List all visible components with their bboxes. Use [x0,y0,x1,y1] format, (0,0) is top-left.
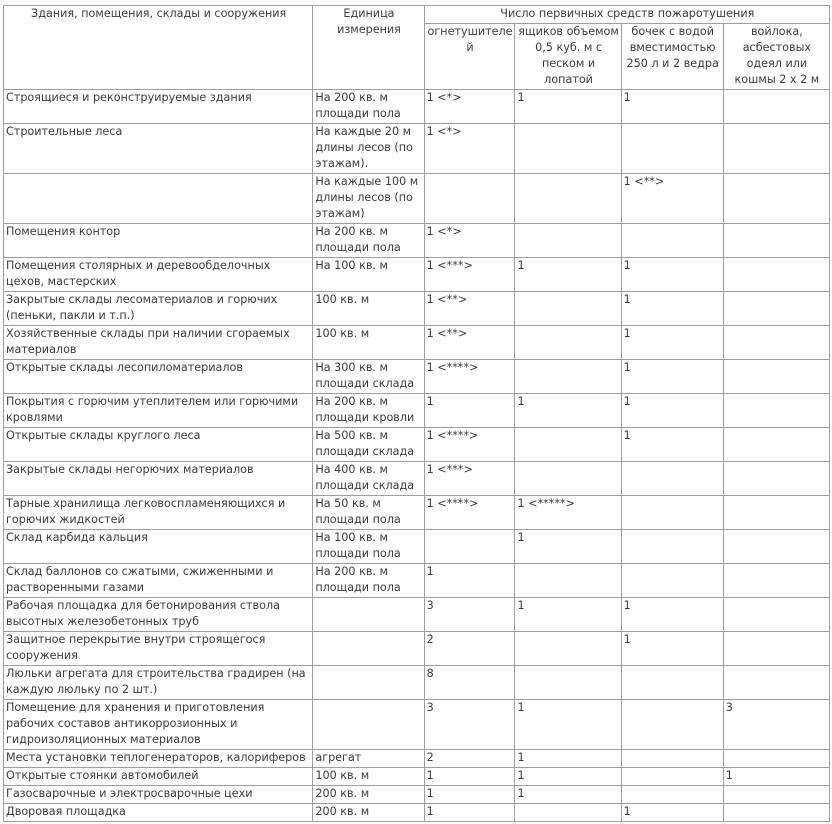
table-row [4,598,830,632]
cell-extinguishers: 1 [424,786,515,804]
cell-barrels [621,564,723,598]
cell-barrels [621,462,723,496]
table-row [4,786,830,804]
cell-unit: 100 кв. м [313,326,424,360]
cell-extinguishers: 1 <****> [424,360,515,394]
cell-unit: На 100 кв. м [313,258,424,292]
cell-building: Открытые склады круглого леса [4,428,313,462]
cell-unit [313,632,424,666]
cell-felt [723,428,829,462]
cell-building: Склад баллонов со сжатыми, сжиженными и растворенными газами [4,564,313,598]
cell-barrels: 1 <**> [621,174,723,224]
table-row [4,700,830,750]
cell-felt [723,124,829,174]
cell-boxes [515,124,621,174]
cell-building: Открытые стоянки автомобилей [4,768,313,786]
cell-barrels [621,750,723,768]
cell-extinguishers: 1 [424,804,515,822]
cell-unit: На 400 кв. м площади склада [313,462,424,496]
header-unit: Единица измерения [313,6,424,90]
cell-boxes: 1 [515,768,621,786]
cell-boxes: 1 <*****> [515,496,621,530]
cell-boxes [515,564,621,598]
cell-boxes [515,632,621,666]
table-row [4,258,830,292]
cell-felt [723,530,829,564]
cell-extinguishers: 1 <*> [424,124,515,174]
cell-barrels [621,786,723,804]
cell-building: Места установки теплогенераторов, калориферов [4,750,313,768]
cell-extinguishers: 1 <*> [424,224,515,258]
cell-building: Строящиеся и реконструируемые здания [4,90,313,124]
header-extinguishers: огнетушителей [424,24,515,90]
cell-unit: На 200 кв. м площади пола [313,564,424,598]
cell-boxes [515,326,621,360]
cell-felt [723,462,829,496]
table-row [4,750,830,768]
cell-boxes: 1 [515,750,621,768]
cell-barrels: 1 [621,804,723,822]
cell-building: Хозяйственные склады при наличии сгораемых материалов [4,326,313,360]
cell-extinguishers: 1 <***> [424,258,515,292]
table-row [4,394,830,428]
cell-unit: На 100 кв. м площади пола [313,530,424,564]
cell-building: Склад карбида кальция [4,530,313,564]
cell-building: Открытые склады лесопиломатериалов [4,360,313,394]
cell-barrels [621,224,723,258]
cell-extinguishers: 1 <****> [424,428,515,462]
cell-extinguishers: 2 [424,750,515,768]
cell-unit: На 200 кв. м площади пола [313,90,424,124]
cell-unit: На 200 кв. м площади кровли [313,394,424,428]
cell-barrels: 1 [621,632,723,666]
cell-unit: 100 кв. м [313,768,424,786]
header-boxes: ящиков объемом 0,5 куб. м с песком и лопатой [515,24,621,90]
cell-unit [313,598,424,632]
cell-unit: 100 кв. м [313,292,424,326]
header-felt: войлока, асбестовых одеял или кошмы 2 х 2 м [723,24,829,90]
header-row-top [4,6,830,24]
cell-boxes [515,292,621,326]
cell-building: Тарные хранилища легковоспламеняющихся и горючих жидкостей [4,496,313,530]
cell-barrels [621,768,723,786]
table-row [4,530,830,564]
cell-extinguishers: 3 [424,700,515,750]
cell-boxes: 1 [515,598,621,632]
cell-barrels: 1 [621,598,723,632]
cell-felt [723,174,829,224]
cell-barrels: 1 [621,90,723,124]
cell-barrels: 1 [621,428,723,462]
cell-felt [723,632,829,666]
cell-unit: агрегат [313,750,424,768]
cell-barrels: 1 [621,360,723,394]
cell-boxes: 1 [515,700,621,750]
cell-building: Строительные леса [4,124,313,174]
table-body [4,90,830,822]
cell-unit: На 300 кв. м площади склада [313,360,424,394]
cell-boxes [515,462,621,496]
cell-felt [723,564,829,598]
cell-unit: На 50 кв. м площади пола [313,496,424,530]
cell-felt [723,360,829,394]
table-row [4,360,830,394]
cell-extinguishers: 1 <***> [424,462,515,496]
cell-barrels: 1 [621,258,723,292]
table-row [4,90,830,124]
cell-unit: 200 кв. м [313,804,424,822]
cell-building: Люльки агрегата для строительства градирен (на каждую люльку по 2 шт.) [4,666,313,700]
cell-felt [723,326,829,360]
cell-building: Защитное перекрытие внутри строящегося сооружения [4,632,313,666]
cell-boxes [515,428,621,462]
header-barrels: бочек с водой вместимостью 250 л и 2 ведра [621,24,723,90]
header-group: Число первичных средств пожаротушения [424,6,829,24]
table-row [4,292,830,326]
cell-felt [723,224,829,258]
cell-boxes: 1 [515,394,621,428]
table-row [4,326,830,360]
cell-extinguishers: 2 [424,632,515,666]
cell-building: Помещение для хранения и приготовления рабочих составов антикоррозионных и гидроизоляционных материалов [4,700,313,750]
cell-boxes [515,224,621,258]
cell-building: Закрытые склады негорючих материалов [4,462,313,496]
cell-felt [723,394,829,428]
cell-extinguishers: 1 <**> [424,326,515,360]
cell-unit: На 500 кв. м площади склада [313,428,424,462]
cell-felt [723,496,829,530]
table-row [4,496,830,530]
table-row [4,124,830,174]
cell-building: Помещения контор [4,224,313,258]
cell-barrels [621,666,723,700]
cell-unit [313,666,424,700]
cell-felt [723,90,829,124]
cell-building: Дворовая площадка [4,804,313,822]
table-row [4,462,830,496]
cell-boxes: 1 [515,258,621,292]
cell-felt: 3 [723,700,829,750]
cell-felt: 1 [723,768,829,786]
cell-extinguishers: 1 <****> [424,496,515,530]
cell-building [4,174,313,224]
cell-barrels [621,700,723,750]
cell-building: Рабочая площадка для бетонирования ствола высотных железобетонных труб [4,598,313,632]
cell-boxes: 1 [515,530,621,564]
cell-unit: 200 кв. м [313,786,424,804]
cell-felt [723,598,829,632]
table-row [4,224,830,258]
cell-barrels [621,124,723,174]
cell-boxes [515,666,621,700]
cell-felt [723,258,829,292]
cell-felt [723,666,829,700]
cell-barrels: 1 [621,326,723,360]
cell-unit: На каждые 100 м длины лесов (по этажам) [313,174,424,224]
cell-boxes [515,804,621,822]
cell-felt [723,292,829,326]
cell-building: Покрытия с горючим утеплителем или горючими кровлями [4,394,313,428]
cell-extinguishers: 3 [424,598,515,632]
table-header [4,6,830,90]
table-row [4,174,830,224]
cell-building: Газосварочные и электросварочные цехи [4,786,313,804]
cell-barrels [621,496,723,530]
cell-unit: На 200 кв. м площади пола [313,224,424,258]
cell-barrels [621,530,723,564]
cell-extinguishers [424,174,515,224]
cell-extinguishers: 1 <**> [424,292,515,326]
table-row [4,564,830,598]
cell-extinguishers: 1 [424,394,515,428]
table-row [4,768,830,786]
cell-unit: На каждые 20 м длины лесов (по этажам). [313,124,424,174]
table-row [4,632,830,666]
cell-felt [723,750,829,768]
cell-extinguishers [424,530,515,564]
cell-building: Помещения столярных и деревообделочных цехов, мастерских [4,258,313,292]
fire-equipment-table [3,5,830,822]
table-row [4,804,830,822]
cell-extinguishers: 1 [424,564,515,598]
cell-unit [313,700,424,750]
cell-extinguishers: 1 [424,768,515,786]
cell-building: Закрытые склады лесоматериалов и горючих (пеньки, пакли и т.п.) [4,292,313,326]
cell-barrels: 1 [621,292,723,326]
cell-boxes [515,174,621,224]
cell-felt [723,804,829,822]
cell-barrels: 1 [621,394,723,428]
header-buildings: Здания, помещения, склады и сооружения [4,6,313,90]
cell-boxes [515,360,621,394]
table-row [4,428,830,462]
cell-boxes: 1 [515,786,621,804]
cell-extinguishers: 8 [424,666,515,700]
cell-boxes: 1 [515,90,621,124]
table-row [4,666,830,700]
cell-extinguishers: 1 <*> [424,90,515,124]
cell-felt [723,786,829,804]
